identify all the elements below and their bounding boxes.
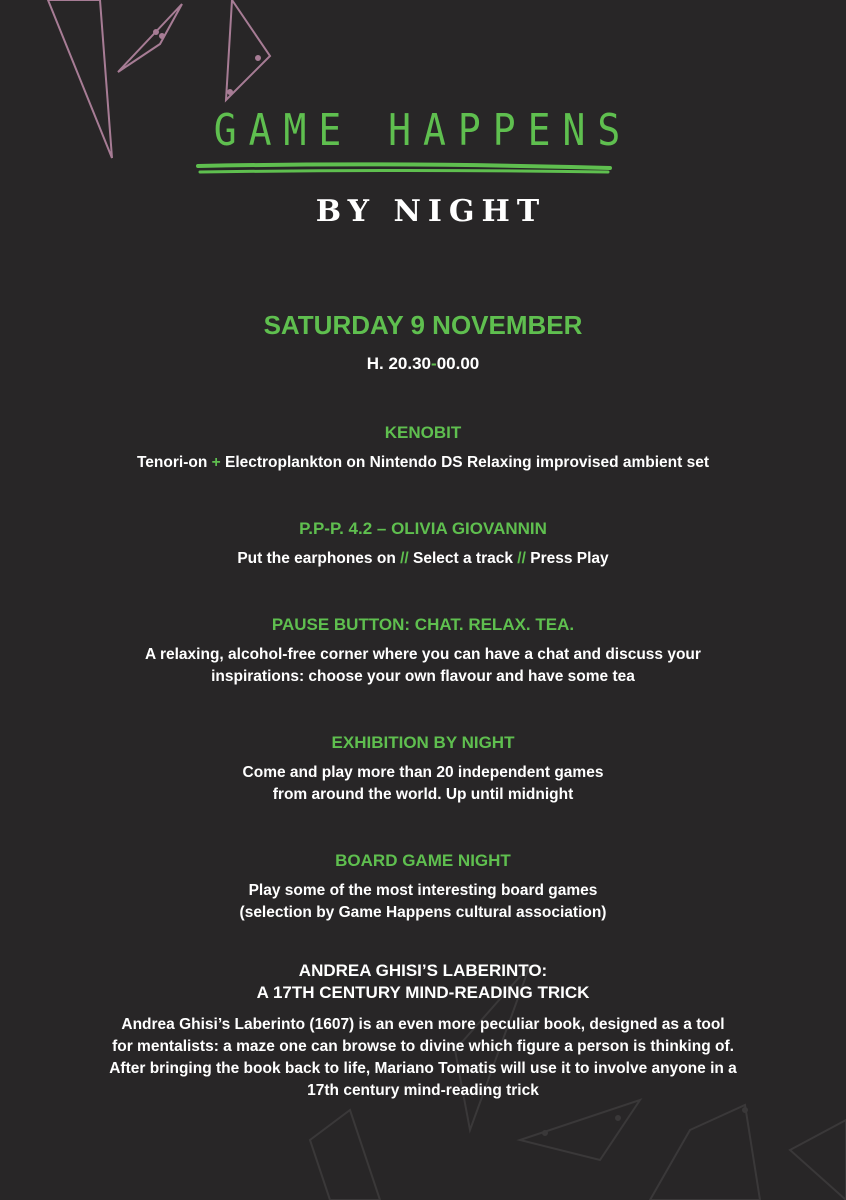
logo-title: GAME HAPPENS	[213, 104, 633, 156]
time-end: 00.00	[436, 354, 480, 373]
time-separator: -	[431, 354, 437, 373]
section-text: Tenori-on + Electroplankton on Nintendo DS Relaxing improvised ambient set	[136, 454, 709, 471]
section-text: Put the earphones on // Select a track // Press Play	[237, 550, 609, 567]
shard-top-center	[226, 0, 270, 100]
section-board-game-night	[60, 850, 786, 924]
section-laberinto	[60, 960, 786, 1102]
shard-bottom-3	[520, 1100, 640, 1160]
section-pause-button	[60, 614, 786, 688]
section-title: KENOBIT	[384, 423, 462, 442]
event-time	[0, 354, 846, 374]
logo-subtitle: BY NIGHT	[315, 194, 547, 229]
section-text: Play some of the most interesting board games (selection by Game Happens cultural association)	[239, 882, 607, 921]
shard-bottom-1	[310, 1110, 380, 1200]
time-start: H. 20.30	[366, 354, 432, 373]
event-date: SATURDAY 9 NOVEMBER	[263, 310, 583, 340]
section-title: BOARD GAME NIGHT	[335, 851, 511, 870]
section-title: PAUSE BUTTON: CHAT. RELAX. TEA.	[271, 615, 575, 634]
section-ppp	[60, 518, 786, 570]
section-text: Andrea Ghisi’s Laberinto (1607) is an even more peculiar book, designed as a tool for mentalists: a maze one can browse to divine which figure a person is thinking of. After bringing the book back to life, Mariano Tomatis will use it to involve anyone in a 17th century mind-reading trick	[109, 1016, 737, 1099]
shard-bottom-5	[790, 1120, 846, 1200]
shard-bottom-4	[650, 1105, 760, 1200]
section-title: ANDREA GHISI’S LABERINTO: A 17TH CENTURY MIND-READING TRICK	[256, 961, 590, 1002]
section-title: EXHIBITION BY NIGHT	[331, 733, 515, 752]
logo-underline	[196, 162, 612, 178]
section-exhibition	[60, 732, 786, 806]
section-kenobit	[60, 422, 786, 474]
section-text: Come and play more than 20 independent games from around the world. Up until midnight	[242, 764, 604, 803]
shard-top-left-small	[118, 4, 182, 72]
section-text: A relaxing, alcohol-free corner where you can have a chat and discuss your inspirations: choose your own flavour and have some tea	[145, 646, 701, 685]
section-title: P.P-P. 4.2 – OLIVIA GIOVANNIN	[299, 519, 547, 538]
